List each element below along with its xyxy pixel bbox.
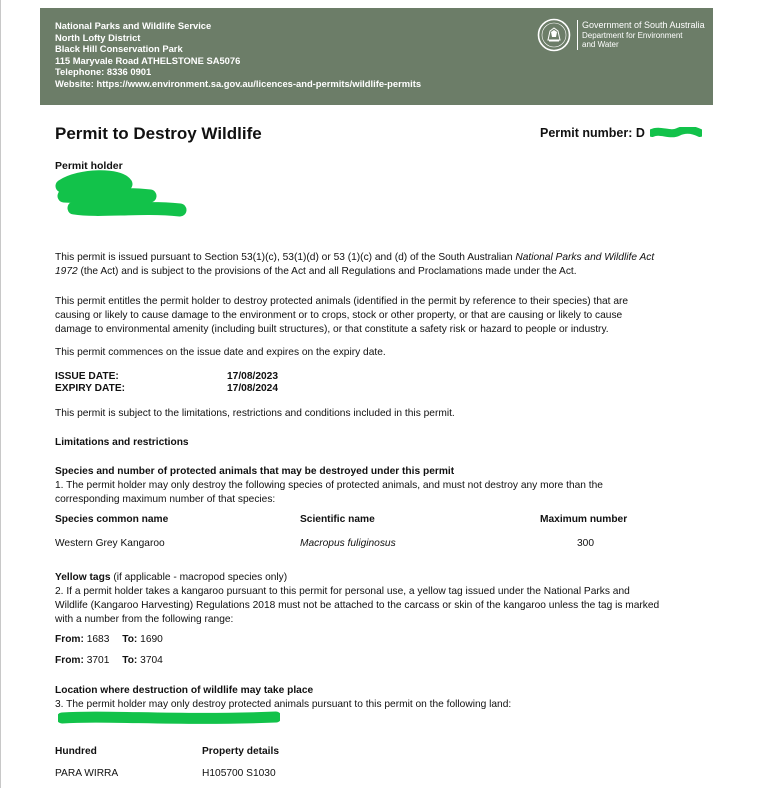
government-logo-text xyxy=(582,20,705,49)
expiry-date-value: 17/08/2024 xyxy=(227,383,278,394)
entitlement-line: damage to environmental amenity (including built structures), or that constitute a safety risk or hazard to people or industry. xyxy=(55,324,609,335)
range-from-label: From: xyxy=(55,634,84,645)
property-details-value: H105700 S1030 xyxy=(202,768,276,779)
column-header-property-details: Property details xyxy=(202,746,279,757)
yellow-tags-line: Wildlife (Kangaroo Harvesting) Regulations 2018 must not be attached to the carcass or skin of the kangaroo unless the tag is marked xyxy=(55,600,660,611)
district-name: North Lofty District xyxy=(55,31,141,43)
government-logo xyxy=(537,18,717,58)
state-crest-icon xyxy=(537,18,571,52)
expiry-date-label: EXPIRY DATE: xyxy=(55,383,126,394)
park-name: Black Hill Conservation Park xyxy=(55,43,183,55)
column-header-scientific-name: Scientific name xyxy=(300,514,375,525)
entitlement-paragraph xyxy=(55,295,628,337)
location-heading: Location where destruction of wildlife may take place xyxy=(55,685,314,696)
act-year: 1972 xyxy=(55,266,78,277)
yellow-tags-line: with a number from the following range: xyxy=(55,614,234,625)
commencement-text: This permit commences on the issue date and expires on the expiry date. xyxy=(55,347,386,358)
agency-contact-block xyxy=(55,20,421,90)
yellow-tags-section xyxy=(55,571,659,627)
department-line-2: and Water xyxy=(582,39,619,49)
range-from-value: 3701 xyxy=(86,655,110,666)
government-name: Government of South Australia xyxy=(582,20,705,30)
hundred-value: PARA WIRRA xyxy=(55,768,119,779)
agency-header-banner xyxy=(40,8,713,105)
species-scientific-name: Macropus fuliginosus xyxy=(300,538,396,549)
tag-range-row xyxy=(55,655,163,666)
species-heading: Species and number of protected animals that may be destroyed under this permit xyxy=(55,466,455,477)
permit-holder-redaction xyxy=(40,170,190,226)
address: 115 Maryvale Road ATHELSTONE SA5076 xyxy=(55,54,241,66)
website: Website: https://www.environment.sa.gov.au/licences-and-permits/wildlife-permits xyxy=(55,77,422,89)
range-from-label: From: xyxy=(55,655,84,666)
range-to-label: To: xyxy=(122,634,138,645)
land-description-redaction xyxy=(58,709,280,727)
agency-name: National Parks and Wildlife Service xyxy=(55,20,212,31)
yellow-tags-heading: Yellow tags (if applicable - macropod species only) xyxy=(55,572,288,583)
permit-number-label: Permit number: D xyxy=(540,126,645,140)
range-to-label: To: xyxy=(122,655,138,666)
logo-divider xyxy=(577,20,578,50)
authority-paragraph xyxy=(55,251,654,279)
authority-line-1: This permit is issued pursuant to Section 53(1)(c), 53(1)(d) or 53 (1)(c) and (d) of the South Australian National Parks and Wildlife Act xyxy=(55,252,655,263)
permit-holder-label: Permit holder xyxy=(55,160,123,172)
expiry-date-row xyxy=(55,383,355,395)
permit-number-redaction xyxy=(650,127,702,139)
issue-date-row xyxy=(55,371,355,383)
species-section xyxy=(55,465,603,507)
entitlement-line: This permit entitles the permit holder to destroy protected animals (identified in the permit by reference to their species) that are xyxy=(55,296,629,307)
act-name: National Parks and Wildlife Act xyxy=(515,252,655,263)
yellow-tags-line: 2. If a permit holder takes a kangaroo pursuant to this permit for personal use, a yellow tag issued under the National Parks and xyxy=(55,586,630,597)
location-condition: 3. The permit holder may only destroy protected animals pursuant to this permit on the following land: xyxy=(55,699,512,710)
range-to-value: 3704 xyxy=(140,655,163,666)
location-section xyxy=(55,684,511,712)
entitlement-line: causing or likely to cause damage to the environment or to crops, stock or other property, or that are causing or likely to cause xyxy=(55,310,623,321)
conditions-text: This permit is subject to the limitations, restrictions and conditions included in this permit. xyxy=(55,408,455,419)
species-condition-line-2: corresponding maximum number of that species: xyxy=(55,494,276,505)
column-header-common-name: Species common name xyxy=(55,514,169,525)
page-edge xyxy=(0,0,1,788)
range-from-value: 1683 xyxy=(86,634,110,645)
department-line-1: Department for Environment xyxy=(582,30,683,40)
permit-dates xyxy=(55,371,355,395)
authority-line-2: 1972 (the Act) and is subject to the provisions of the Act and all Regulations and Proclamations made under the Act. xyxy=(55,266,577,277)
telephone: Telephone: 8336 0901 xyxy=(55,66,152,78)
issue-date-label: ISSUE DATE: xyxy=(55,371,119,382)
issue-date-value: 17/08/2023 xyxy=(227,371,278,382)
column-header-maximum-number: Maximum number xyxy=(540,514,628,525)
species-maximum-number: 300 xyxy=(577,538,594,549)
tag-range-row xyxy=(55,634,163,645)
limitations-heading: Limitations and restrictions xyxy=(55,437,189,448)
column-header-hundred: Hundred xyxy=(55,746,97,757)
species-condition-line-1: 1. The permit holder may only destroy the following species of protected animals, and must not destroy any more than the xyxy=(55,480,603,491)
land-table xyxy=(55,746,355,786)
page-title: Permit to Destroy Wildlife xyxy=(55,124,262,143)
range-to-value: 1690 xyxy=(140,634,163,645)
species-common-name: Western Grey Kangaroo xyxy=(55,538,165,549)
